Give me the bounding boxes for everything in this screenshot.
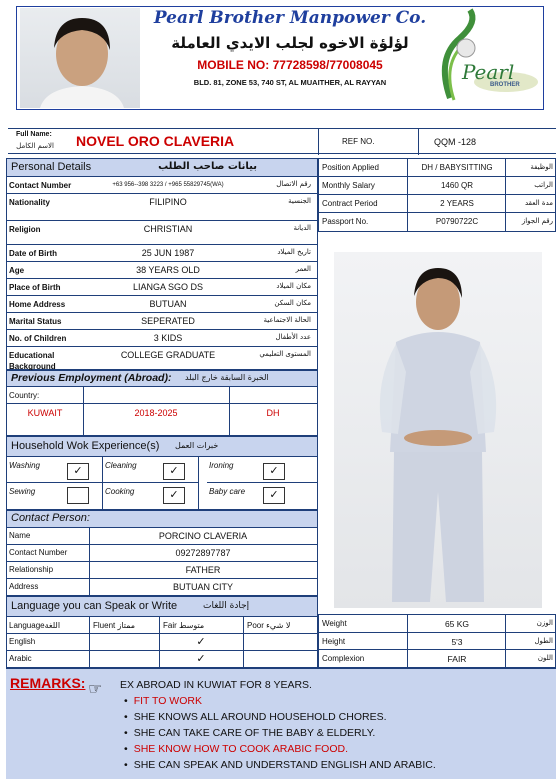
household-title: Household Wok Experience(s) [11,440,160,452]
personal-details-header [7,159,317,177]
personal-row-label-ar: رقم الاتصال [276,180,311,188]
personal-details-title-ar: بيانات صاحب الطلب [158,161,257,172]
language-row-fair: ✓ [196,636,206,648]
position-table [318,158,556,232]
employment-title: Previous Employment (Abroad): [11,372,172,384]
personal-row [7,245,317,262]
lang-col-fair: Fair متوسط [163,621,205,630]
physical-row [319,633,555,651]
ref-no-value: QQM -128 [434,137,477,147]
full-name-label-ar: الاسم الكامل [16,142,54,150]
household-checkbox[interactable] [67,487,89,504]
personal-row-label-ar: تاريخ الميلاد [277,248,311,256]
personal-row-value: FILIPINO [149,197,187,207]
position-row-label-ar: رقم الجواز [521,217,553,225]
contact-row-value: PORCINO CLAVERIA [158,531,248,541]
contact-row [7,562,317,579]
position-row-value: 1460 QR [440,181,474,190]
personal-details-title: Personal Details [11,161,92,173]
contact-row [7,579,317,596]
personal-row [7,262,317,279]
bullet-icon: • [124,711,128,723]
contact-row-label: Relationship [9,565,54,574]
personal-row-value: BUTUAN [149,299,187,309]
contact-row-value: 09272897787 [175,548,231,558]
household-table [6,436,318,510]
physical-row-label: Complexion [322,654,365,664]
position-row [319,195,555,213]
household-checkbox[interactable]: ✓ [263,463,285,480]
household-item-label: Cleaning [105,461,137,470]
personal-row [7,347,317,371]
personal-row-label-ar: عدد الأطفال [275,333,311,341]
personal-row-value: 25 JUN 1987 [141,248,195,258]
language-row-label: English [9,637,36,646]
personal-row [7,221,317,245]
personal-row-label: Religion [9,225,41,234]
remark-item [124,727,375,739]
personal-row-label: Date of Birth [9,249,57,258]
personal-row-label-ar: الديانة [293,224,311,232]
remarks-section [6,668,556,779]
contact-row-label: Name [9,531,31,540]
personal-row [7,279,317,296]
position-row [319,177,555,195]
personal-row-label: Place of Birth [9,283,61,292]
pointing-hand-icon: ☞ [88,679,103,698]
position-row-value: 2 YEARS [440,199,474,208]
language-row [7,650,317,667]
lang-col-language: Languageاللغة [9,621,61,630]
physical-row-value: FAIR [447,654,467,665]
language-header [7,597,317,617]
headshot-photo [20,8,140,108]
personal-row [7,194,317,221]
household-item [7,483,103,509]
logo-subtext: BROTHER [490,82,520,88]
language-row [7,633,317,650]
ref-no-label: REF NO. [342,137,375,146]
contact-row-value: FATHER [185,565,221,575]
position-row-label: Monthly Salary [322,181,375,190]
personal-row [7,296,317,313]
personal-row-label-ar: مكان الميلاد [276,282,311,290]
household-item-label: Washing [9,461,40,470]
logo-text: Pearl [462,60,515,84]
personal-row-label: Age [9,266,25,275]
remark-item [124,695,202,707]
personal-row-label: Educational Background [9,351,56,371]
physical-row-value: 5'3 [451,636,463,647]
bullet-icon: • [124,743,128,755]
physical-row-label: Weight [322,619,347,628]
full-name-value: NOVEL ORO CLAVERIA [76,133,235,149]
contact-table [6,510,318,596]
position-row-label: Passport No. [322,217,369,226]
position-row-value: DH / BABYSITTING [421,163,493,172]
physical-row-label-ar: الوزن [536,619,553,627]
household-item [7,457,103,483]
physical-table [318,614,556,668]
household-item [207,483,317,509]
remark-item [124,743,348,755]
contact-title: Contact Person: [11,512,90,524]
personal-row-label: No. of Children [9,334,67,343]
physical-row-value: 65 KG [444,619,470,629]
contact-row-value: BUTUAN CITY [172,582,233,592]
household-checkbox[interactable]: ✓ [263,487,285,504]
personal-row [7,330,317,347]
company-address: BLD. 81, ZONE 53, 740 ST, AL MUAITHER, AL RAYYAN [193,78,387,87]
personal-row-label-ar: الجنسية [288,197,311,205]
household-item-label: Sewing [9,487,36,496]
household-item-label: Baby care [209,487,246,496]
company-name: Pearl Brother Manpower Co. [153,8,427,28]
headshot-figure [20,8,140,108]
lang-col-poor: Poor لا شيء [247,621,291,630]
remarks-intro: EX ABROAD IN KUWIAT FOR 8 YEARS. [120,679,312,691]
remark-text: SHE KNOW HOW TO COOK ARABIC FOOD. [133,743,348,755]
personal-row-label: Nationality [9,198,50,207]
lang-col-fluent: Fluent ممتاز [93,621,136,630]
household-checkbox[interactable]: ✓ [163,463,185,480]
household-item [207,457,317,483]
personal-row-label: Contact Number [9,181,72,190]
household-item [103,483,199,509]
mobile-number: MOBILE NO: 77728598/77008045 [197,58,383,72]
personal-row-label-ar: العمر [295,265,311,273]
position-row-label-ar: الراتب [534,181,553,189]
personal-row-label-ar: الحالة الاجتماعية [263,316,311,324]
household-header [7,437,317,457]
personal-row-label-ar: مكان السكن [274,299,311,307]
contact-row [7,545,317,562]
household-item-label: Cooking [105,487,135,496]
personal-row-label-ar: المستوى التعليمي [259,350,311,358]
personal-row-value: 38 YEARS OLD [136,265,200,275]
position-row-label-ar: مدة العقد [525,199,553,207]
contact-row-label: Contact Number [9,548,68,557]
household-item-label: Ironing [209,461,234,470]
full-body-figure [334,252,542,608]
personal-details-table [6,158,318,370]
physical-row-label-ar: الطول [534,636,553,645]
remark-text: SHE KNOWS ALL AROUND HOUSEHOLD CHORES. [133,711,387,723]
employment-title-ar: الخبرة السابقة خارج البلد [185,373,269,382]
contact-header [7,511,317,528]
personal-row-value: +63 956--398 3223 / +965 55829745(WA) [112,182,224,188]
position-row [319,159,555,177]
household-checkbox[interactable]: ✓ [67,463,89,480]
employment-years: 2018-2025 [134,408,178,418]
personal-row [7,177,317,194]
language-row-label: Arabic [9,654,32,663]
personal-row-value: 3 KIDS [153,333,183,343]
position-row-label: Position Applied [322,163,379,172]
personal-row-value: LIANGA SGO DS [132,282,204,292]
remark-text: SHE CAN TAKE CARE OF THE BABY & ELDERLY. [133,727,376,739]
personal-row [7,313,317,330]
household-items [7,457,317,509]
household-item [103,457,199,483]
contact-row-label: Address [9,582,39,591]
employment-position: DH [266,408,280,418]
personal-row-label: Home Address [9,300,66,309]
contact-row [7,528,317,545]
household-title-ar: خبرات العمل [175,441,219,450]
personal-row-label: Marital Status [9,317,62,326]
language-table [6,596,318,668]
bullet-icon: • [124,695,128,707]
name-row [8,128,556,154]
language-title: Language you can Speak or Write [11,600,178,612]
bullet-icon: • [124,727,128,739]
position-row-value: P0790722C [435,217,479,226]
physical-row [319,650,555,668]
employment-header [7,371,317,387]
personal-row-value: SEPERATED [141,316,195,326]
bullet-icon: • [124,759,128,771]
pearl-logo-icon [430,8,540,108]
household-checkbox[interactable]: ✓ [163,487,185,504]
position-row-label: Contract Period [322,199,378,208]
personal-row-value: COLLEGE GRADUATE [120,350,216,360]
company-logo [430,8,540,108]
position-row [319,213,555,231]
employment-table [6,370,318,436]
personal-row-value: CHRISTIAN [143,224,193,234]
physical-row-label-ar: اللون [537,654,553,663]
country-label: Country: [9,391,40,400]
remark-item [124,711,387,723]
language-row-fair: ✓ [196,653,206,665]
full-body-photo [334,252,542,608]
company-name-arabic: لؤلؤة الاخوه لجلب الايدي العاملة [171,34,409,52]
employment-country: KUWAIT [27,408,63,418]
physical-row [319,615,555,633]
remark-text: SHE CAN SPEAK AND UNDERSTAND ENGLISH AND ARABIC. [133,759,436,771]
position-row-label-ar: الوظيفة [530,163,553,171]
physical-row-label: Height [322,636,346,646]
remarks-title: REMARKS: [10,675,86,691]
remark-item [124,759,436,771]
language-title-ar: إجادة اللغات [203,601,250,611]
remark-text: FIT TO WORK [133,695,202,707]
full-name-label: Full Name: [16,131,52,138]
